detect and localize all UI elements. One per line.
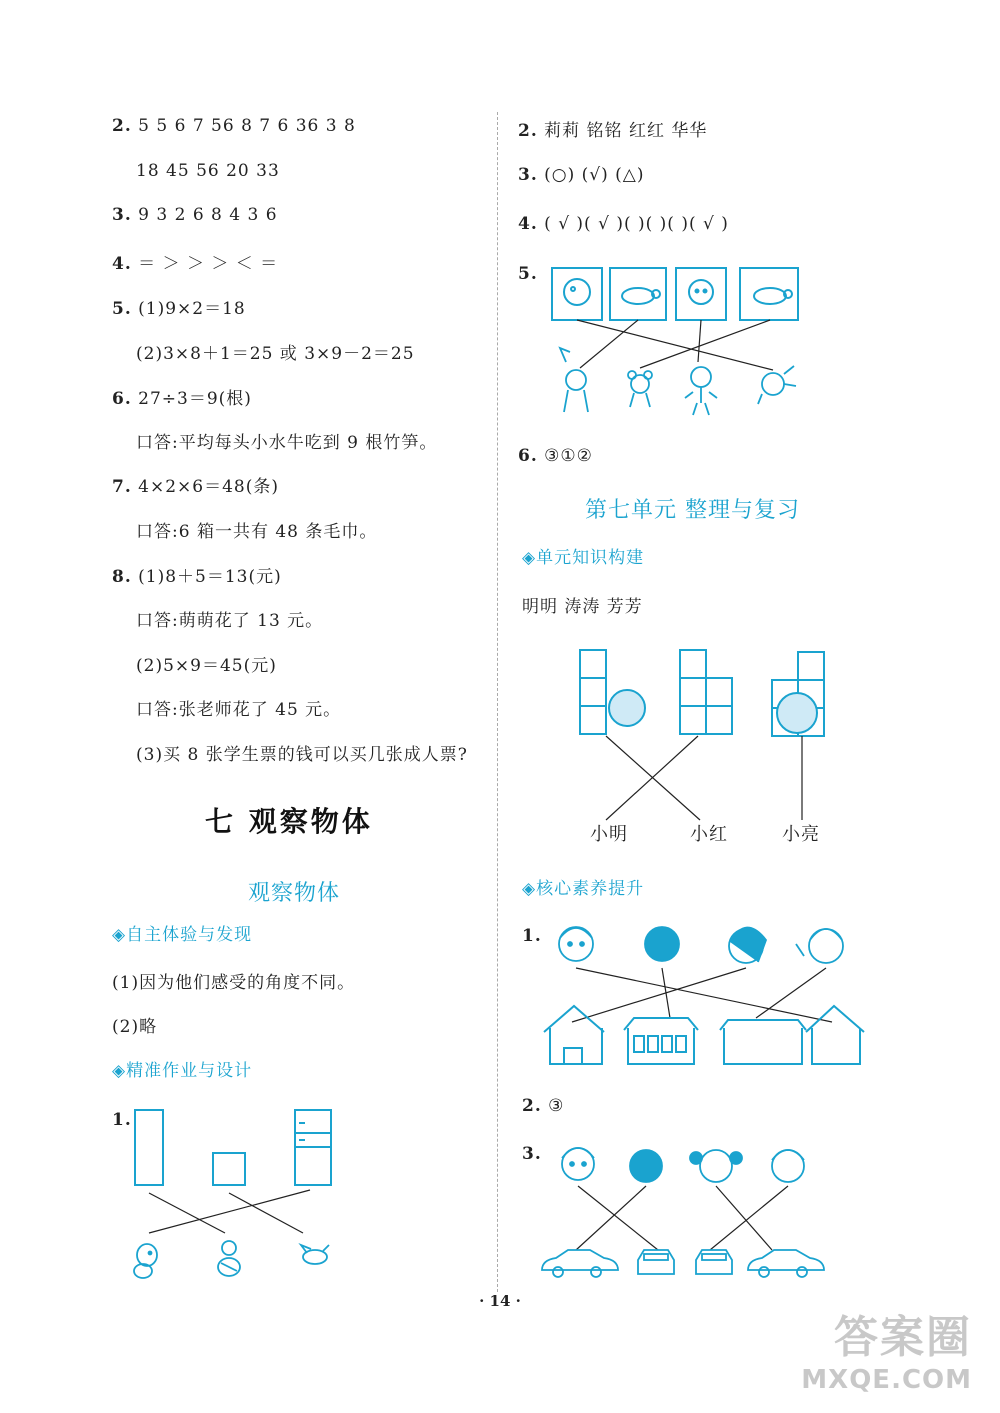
r-q5-num: 5. [518, 264, 538, 284]
frame-monkey [676, 268, 726, 320]
q5-num: 5. [112, 299, 132, 319]
car-side-right-icon [748, 1250, 824, 1277]
q2-num: 2. [112, 116, 132, 136]
lesson-title: 观察物体 [248, 881, 341, 906]
person-label-xiaoming: 小明 [590, 824, 628, 845]
names-line: 明明 涛涛 芳芳 [522, 597, 643, 617]
c2-text: ③ [548, 1096, 565, 1116]
r-q3-text: (○) (√) (△) [544, 165, 645, 185]
kids-cars-figure [540, 1142, 830, 1282]
house-3 [720, 1020, 806, 1064]
q3 [112, 205, 278, 225]
q6-a [112, 384, 252, 409]
r-q5-figure [548, 262, 818, 420]
stack-view-3 [772, 652, 824, 736]
q8-b: 口答:萌萌花了 13 元。 [136, 611, 324, 631]
q6-num: 6. [112, 389, 132, 409]
r-q5 [518, 264, 538, 284]
section-unit-knowledge: ◈单元知识构建 [522, 548, 645, 568]
bird-child-icon [758, 366, 796, 404]
dog-icon [134, 1244, 157, 1278]
house-4 [806, 1006, 864, 1064]
q7-a [112, 472, 279, 497]
sec1-answer-a: (1)因为他们感受的角度不同。 [112, 973, 356, 993]
c3-num: 3. [522, 1144, 542, 1164]
animals-row [134, 1241, 329, 1278]
q2-row1-text: 5 5 6 7 56 8 7 6 36 3 8 [138, 116, 356, 136]
tall-rect-shape [135, 1110, 163, 1185]
kids-houses-figure [540, 922, 870, 1067]
boy-face-icon [559, 927, 593, 961]
girl-pigtails-icon [690, 1150, 742, 1182]
frame-turtle-a [610, 268, 666, 320]
square-shape [213, 1153, 245, 1185]
q8-c: (2)5×9＝45(元) [136, 656, 277, 676]
watermark-url: MXQE.COM [801, 1365, 972, 1395]
section-core-literacy: ◈核心素养提升 [522, 879, 645, 899]
monkey-child-icon [685, 367, 717, 415]
q7-b: 口答:6 箱一共有 48 条毛巾。 [136, 522, 378, 542]
q5-b: (2)3×8＋1＝25 或 3×9－2＝25 [136, 344, 415, 364]
car-front-icon [638, 1250, 674, 1274]
q2-row1 [112, 116, 356, 136]
column-divider [497, 112, 498, 1292]
q7-a-text: 4×2×6＝48(条) [138, 477, 279, 497]
q4-text: ＝ ＞ ＞ ＞ ＜ ＝ [138, 254, 279, 274]
q4 [112, 249, 278, 274]
stack-view-1 [580, 650, 645, 734]
left-observe-figure [125, 1105, 365, 1285]
q7-num: 7. [112, 477, 132, 497]
r-q6-num: 6. [518, 446, 538, 466]
bird-icon [301, 1245, 329, 1264]
r-q2 [518, 116, 707, 141]
car-front-2-icon [696, 1250, 732, 1274]
q5-a-text: (1)9×2＝18 [138, 299, 246, 319]
watermark [801, 1301, 972, 1395]
unit-title: 第七单元 整理与复习 [585, 498, 800, 523]
section-precise-homework: ◈精准作业与设计 [112, 1061, 253, 1081]
car-side-left-icon [542, 1250, 618, 1277]
q8-e: (3)买 8 张学生票的钱可以买几张成人票? [136, 745, 468, 765]
house-2 [624, 1018, 698, 1064]
q6-b: 口答:平均每头小水牛吃到 9 根竹笋。 [136, 433, 438, 453]
frame-turtle-b [740, 268, 798, 320]
child-back-icon [630, 1150, 662, 1182]
watermark-logo-text: 答案圈 [834, 1312, 972, 1363]
block-view-figure [570, 640, 840, 850]
mouse-child-icon [628, 371, 652, 407]
r-q2-text: 莉莉 铭铭 红红 华华 [544, 121, 708, 141]
person-label-xiaoliang: 小亮 [782, 824, 820, 845]
chapter-title: 七 观察物体 [205, 805, 373, 838]
r-q4-num: 4. [518, 214, 538, 234]
q4-num: 4. [112, 254, 132, 274]
child-flag-icon [560, 348, 588, 412]
q8-a-text: (1)8＋5＝13(元) [138, 567, 282, 587]
q8-d: 口答:张老师花了 45 元。 [136, 700, 342, 720]
q3-num: 3. [112, 205, 132, 225]
r-q6 [518, 446, 593, 466]
q8-a [112, 562, 282, 587]
c1-num: 1. [522, 926, 542, 946]
q2-row2: 18 45 56 20 33 [136, 161, 280, 181]
q8-num: 8. [112, 567, 132, 587]
boy-front-icon [562, 1148, 594, 1180]
q3-text: 9 3 2 6 8 4 3 6 [138, 205, 278, 225]
boy-wave-icon [796, 929, 843, 963]
turtle-icon [218, 1241, 240, 1276]
stack-view-2 [680, 650, 732, 734]
page-number: · 14 · [479, 1292, 521, 1310]
q5-a [112, 294, 246, 319]
r-q2-num: 2. [518, 121, 538, 141]
frame-dog [552, 268, 602, 320]
q6-a-text: 27÷3＝9(根) [138, 389, 252, 409]
boy-right-icon [772, 1150, 804, 1182]
sec1-answer-b: (2)略 [112, 1017, 158, 1037]
girl-side-icon [729, 927, 766, 963]
r-q6-text: ③①② [544, 446, 593, 466]
c2 [522, 1096, 564, 1116]
boy-back-icon [645, 927, 679, 961]
section-self-experience: ◈自主体验与发现 [112, 925, 253, 945]
c2-num: 2. [522, 1096, 542, 1116]
person-label-xiaohong: 小红 [690, 824, 728, 845]
r-q4-text: ( √ )( √ )( )( )( )( √ ) [544, 214, 729, 234]
r-q4 [518, 214, 729, 234]
r-q3 [518, 165, 645, 185]
fig1-num: 1. [112, 1110, 132, 1130]
r-q3-num: 3. [518, 165, 538, 185]
